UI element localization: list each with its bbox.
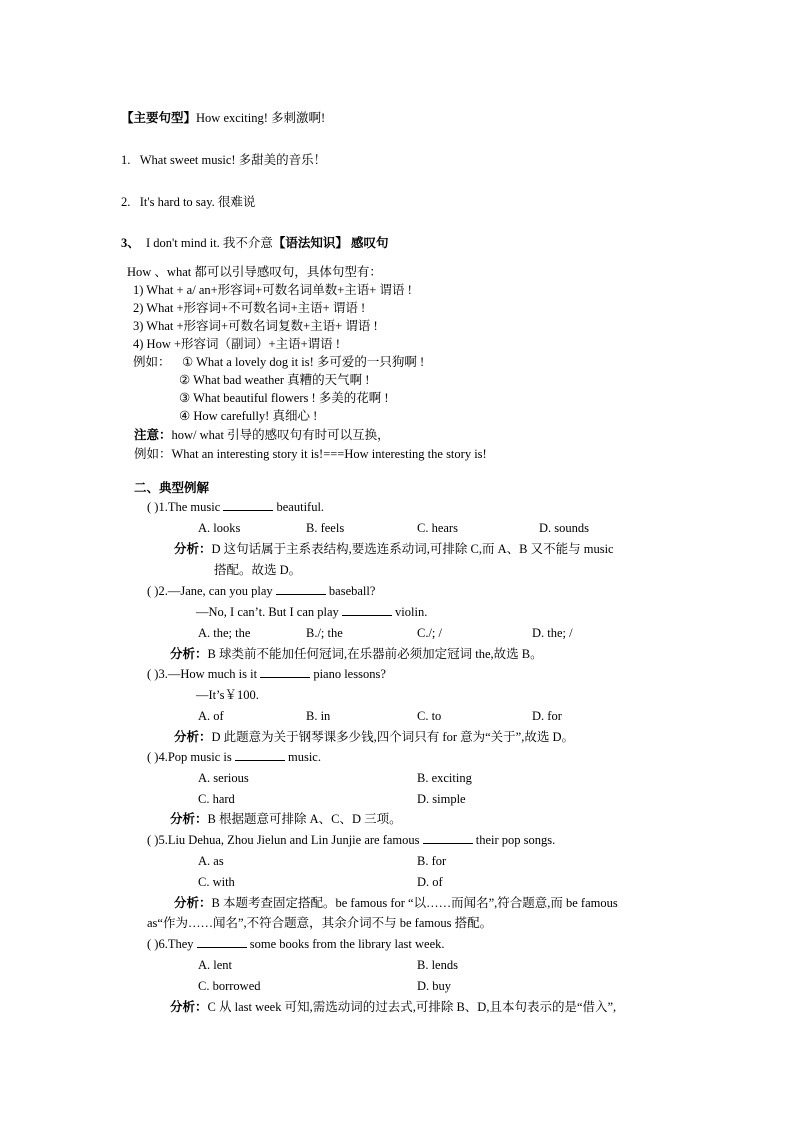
analysis-label: 分析： <box>174 730 212 744</box>
option-d[interactable]: D. for <box>532 709 562 723</box>
analysis-text: B 根据题意可排除 A、C、D 三项。 <box>207 812 402 826</box>
analysis-5-cont: as“作为……闻名”,不符合题意，其余介词不与 be famous 搭配。 <box>147 916 493 930</box>
option-b[interactable]: B. in <box>306 709 331 723</box>
option-b[interactable]: B. lends <box>417 958 458 972</box>
question-text-end: their pop songs. <box>472 833 556 847</box>
analysis-3 <box>174 729 574 745</box>
main-sentence-header <box>121 110 325 126</box>
option-c[interactable]: C./; / <box>417 626 443 640</box>
grammar-intro: How 、what 都可以引导感叹句，具体句型有： <box>127 265 382 279</box>
sentence-3 <box>121 235 389 251</box>
option-c[interactable]: C. borrowed <box>198 979 261 993</box>
pattern-4: 4) How +形容词（副词）+主语+谓语 ! <box>133 337 340 351</box>
option-b[interactable]: B./; the <box>306 626 343 640</box>
option-a[interactable]: A. serious <box>198 771 249 785</box>
question-4 <box>147 749 321 765</box>
answer-blank[interactable] <box>235 749 285 761</box>
example-4: ④ How carefully! 真细心 ! <box>179 409 318 423</box>
grammar-label: 【语法知识】 感叹句 <box>272 236 389 250</box>
note-text: how/ what 引导的感叹句有时可以互换， <box>171 428 390 442</box>
option-c[interactable]: C. hard <box>198 792 235 806</box>
section-title: 二、典型例解 <box>134 481 210 495</box>
question-2-line2 <box>196 604 427 620</box>
question-text-end: baseball? <box>325 584 376 598</box>
option-a[interactable]: A. lent <box>198 958 233 972</box>
sentence-number: 1. <box>121 153 131 167</box>
example-label: 例如： <box>133 355 171 369</box>
analysis-text: D 此题意为关于钢琴课多少钱,四个词只有 for 意为“关于”,故选 D。 <box>211 730 574 744</box>
option-a[interactable]: A. looks <box>198 521 241 535</box>
sentence-number: 2. <box>121 195 131 209</box>
answer-blank[interactable] <box>260 666 310 678</box>
question-6 <box>147 936 445 952</box>
option-b[interactable]: B. feels <box>306 521 345 535</box>
analysis-5 <box>174 895 618 911</box>
pattern-2: 2) What +形容词+不可数名词+主语+ 谓语 ! <box>133 301 366 315</box>
answer-paren[interactable]: ( ) <box>147 750 159 764</box>
answer-blank[interactable] <box>223 499 273 511</box>
answer-paren[interactable]: ( ) <box>147 667 159 681</box>
pattern-1: 1) What + a/ an+形容词+可数名词单数+主语+ 谓语 ! <box>133 283 412 297</box>
question-text: 3.—How much is it <box>158 667 261 681</box>
option-a[interactable]: A. of <box>198 709 224 723</box>
pattern-3: 3) What +形容词+可数名词复数+主语+ 谓语 ! <box>133 319 378 333</box>
question-text: 5.Liu Dehua, Zhou Jielun and Lin Junjie are famous <box>158 833 423 847</box>
analysis-2 <box>170 646 543 662</box>
option-b[interactable]: B. for <box>417 854 447 868</box>
answer-paren[interactable]: ( ) <box>147 500 159 514</box>
note <box>134 427 390 443</box>
sentence-1 <box>121 152 326 168</box>
question-3 <box>147 666 386 682</box>
answer-paren[interactable]: ( ) <box>147 937 159 951</box>
analysis-label: 分析： <box>170 812 208 826</box>
answer-blank[interactable] <box>342 604 392 616</box>
option-d[interactable]: D. sounds <box>539 521 590 535</box>
option-d[interactable]: D. buy <box>417 979 452 993</box>
analysis-label: 分析： <box>174 542 212 556</box>
question-text-end: music. <box>284 750 321 764</box>
analysis-6 <box>170 999 616 1015</box>
question-text: —No, I can’t. But I can play <box>196 605 342 619</box>
sentence-2 <box>121 194 255 210</box>
header-label: 【主要句型】 <box>121 111 197 125</box>
sentence-text: What sweet music! 多甜美的音乐！ <box>139 153 327 167</box>
option-c[interactable]: C. hears <box>417 521 458 535</box>
question-1 <box>147 499 324 515</box>
analysis-label: 分析： <box>174 896 212 910</box>
option-d[interactable]: D. simple <box>417 792 466 806</box>
analysis-text: B 球类前不能加任何冠词,在乐器前必须加定冠词 the,故选 B。 <box>207 647 543 661</box>
question-5 <box>147 832 555 848</box>
question-text: 2.—Jane, can you play <box>158 584 276 598</box>
question-text-end: beautiful. <box>273 500 325 514</box>
header-text: How exciting! 多刺激啊! <box>196 111 326 125</box>
example-2: ② What bad weather 真糟的天气啊 ! <box>179 373 370 387</box>
analysis-1-cont: 搭配。故选 D。 <box>214 563 302 577</box>
question-3-line2: —It’s￥100. <box>196 688 259 702</box>
example-3: ③ What beautiful flowers ! 多美的花啊 ! <box>179 391 389 405</box>
option-a[interactable]: A. as <box>198 854 224 868</box>
option-c[interactable]: C. with <box>198 875 235 889</box>
option-a[interactable]: A. the; the <box>198 626 251 640</box>
option-b[interactable]: B. exciting <box>417 771 472 785</box>
answer-blank[interactable] <box>197 936 247 948</box>
answer-paren[interactable]: ( ) <box>147 833 159 847</box>
example-1: ① What a lovely dog it is! 多可爱的一只狗啊 ! <box>182 355 425 369</box>
note-label: 注意： <box>134 428 172 442</box>
analysis-4 <box>170 811 402 827</box>
analysis-text: D 这句话属于主系表结构,要选连系动词,可排除 C,而 A、B 又不能与 music <box>211 542 614 556</box>
question-2 <box>147 583 375 599</box>
question-text: 1.The music <box>158 500 224 514</box>
analysis-label: 分析： <box>170 647 208 661</box>
analysis-label: 分析： <box>170 1000 208 1014</box>
option-c[interactable]: C. to <box>417 709 442 723</box>
question-text-end: some books from the library last week. <box>246 937 445 951</box>
analysis-text: B 本题考查固定搭配。be famous for “以……而闻名”,符合题意,而 be famous <box>211 896 618 910</box>
question-text-end: violin. <box>391 605 428 619</box>
analysis-1 <box>174 541 614 557</box>
note-example: 例如：What an interesting story it is!===How interesting the story is! <box>134 447 487 461</box>
question-text-end: piano lessons? <box>310 667 386 681</box>
question-text: 4.Pop music is <box>158 750 235 764</box>
analysis-text: C 从 last week 可知,需选动词的过去式,可排除 B、D,且本句表示的是“借入”, <box>207 1000 617 1014</box>
sentence-number: 3、 <box>121 236 140 250</box>
sentence-text: It's hard to say. 很难说 <box>139 195 256 209</box>
option-d[interactable]: D. of <box>417 875 443 889</box>
answer-blank[interactable] <box>423 832 473 844</box>
sentence-text: I don't mind it. 我不介意 <box>146 236 273 250</box>
question-text: 6.They <box>158 937 197 951</box>
option-d[interactable]: D. the; / <box>532 626 573 640</box>
answer-blank[interactable] <box>276 583 326 595</box>
answer-paren[interactable]: ( ) <box>147 584 159 598</box>
